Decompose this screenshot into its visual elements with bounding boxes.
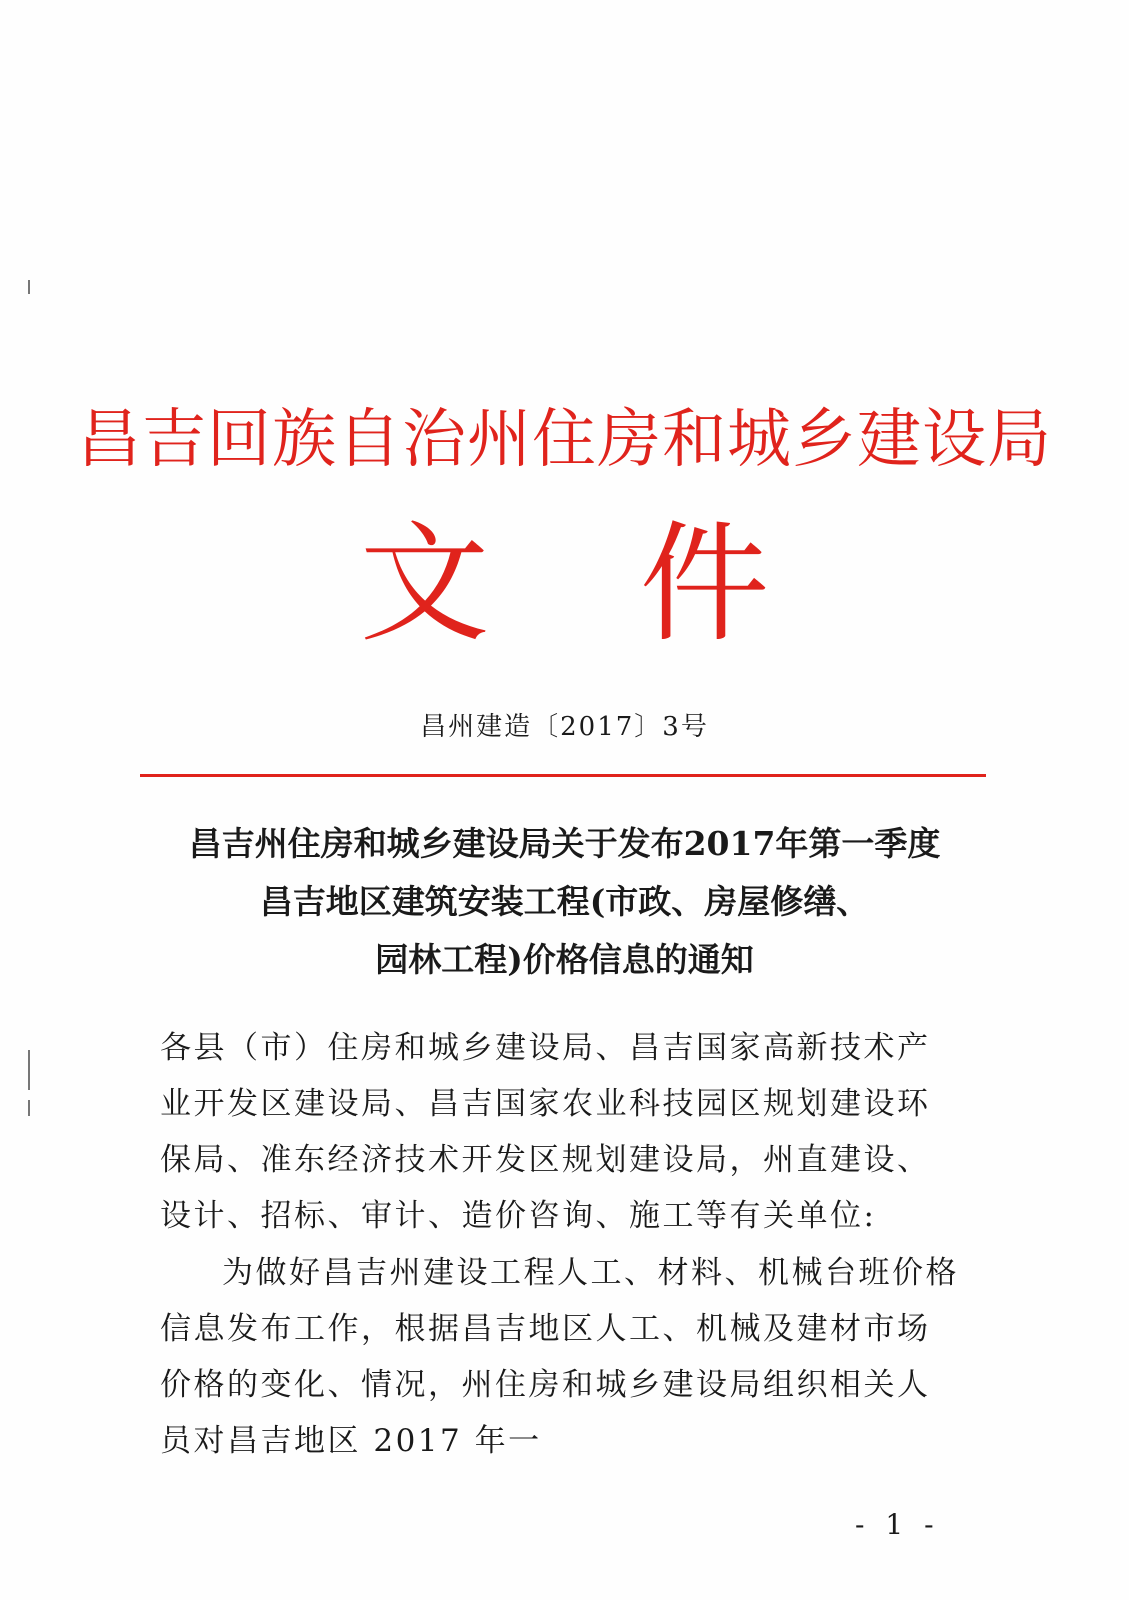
- title-line: 昌吉地区建筑安装工程(市政、房屋修缮、: [259, 882, 870, 921]
- title-line: 昌吉州住房和城乡建设局关于发布2017年第一季度: [188, 824, 941, 863]
- body-paragraph: [160, 1245, 960, 1469]
- title-line: 园林工程)价格信息的通知: [375, 940, 754, 979]
- body-paragraph-text: 为做好昌吉州建设工程人工、材料、机械台班价格信息发布工作，根据昌吉地区人工、机械及建材市场价格的变化、情况，州住房和城乡建设局组织相关人员对昌吉地区 2017 年一: [160, 1255, 959, 1459]
- recipients-paragraph: [160, 1020, 960, 1244]
- document-label: 文件: [359, 508, 920, 660]
- bleed-through-line: [165, 128, 965, 174]
- page-number: - 1 -: [855, 1508, 940, 1541]
- notice-title: [100, 815, 1029, 989]
- recipients-text: 各县（市）住房和城乡建设局、昌吉国家高新技术产业开发区建设局、昌吉国家农业科技园区规划建设环保局、准东经济技术开发区规划建设局，州直建设、设计、招标、审计、造价咨询、施工等有关单位:: [160, 1030, 931, 1234]
- margin-mark: [28, 1100, 30, 1116]
- margin-mark: [28, 280, 30, 294]
- issuing-authority: 昌吉回族自治州住房和城乡建设局: [77, 403, 1052, 477]
- red-divider-line: [140, 774, 986, 777]
- document-number: 昌州建造〔2017〕3号: [420, 712, 709, 742]
- margin-mark: [28, 1050, 30, 1090]
